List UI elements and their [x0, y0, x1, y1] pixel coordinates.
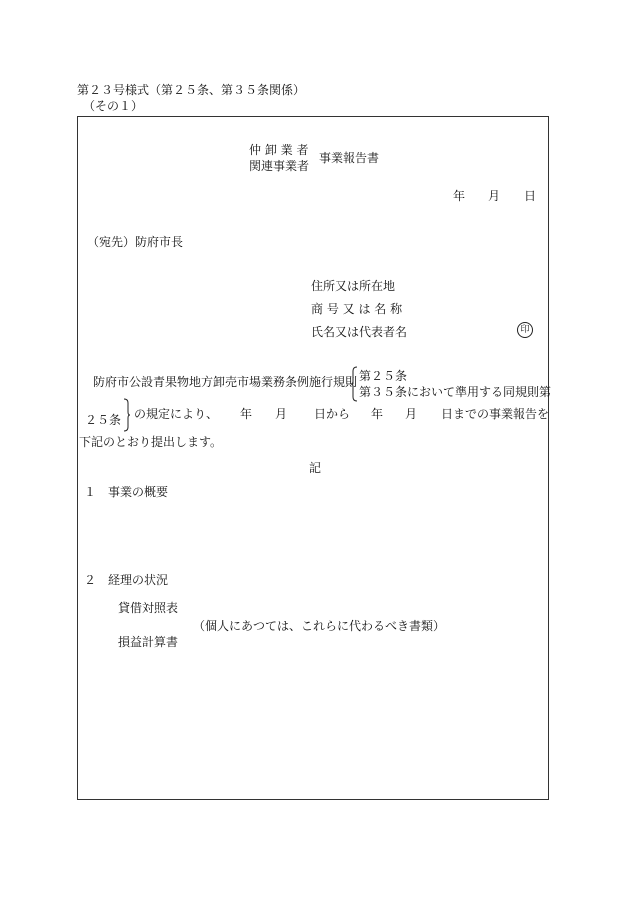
period-year-to: 年 — [371, 407, 384, 421]
period-year-from: 年 — [240, 407, 253, 421]
income-statement-label: 損益計算書 — [118, 635, 179, 649]
right-brace-icon — [123, 398, 131, 432]
form-number: 第２３号様式（第２５条、第３５条関係） — [77, 83, 306, 97]
date-year-label: 年 — [453, 189, 466, 203]
period-day-from: 日から — [314, 407, 351, 421]
section-business-overview: １ 事業の概要 — [84, 485, 169, 499]
page-title: 事業報告書 — [319, 151, 380, 165]
title-option-related-business: 関連事業者 — [249, 159, 310, 173]
choice-article-25: 第２５条 — [359, 369, 408, 383]
date-month-label: 月 — [488, 189, 501, 203]
balance-sheet-label: 貸借対照表 — [118, 601, 179, 615]
individual-note: （個人にあつては、これらに代わるべき書類） — [193, 619, 446, 633]
name-label: 氏名又は代表者名 — [311, 325, 408, 339]
form-frame — [77, 116, 552, 800]
seal-mark: 印 — [517, 322, 533, 338]
title-option-wholesaler: 仲 卸 業 者 — [249, 143, 309, 157]
date-day-label: 日 — [524, 189, 537, 203]
addressee: （宛先）防府市長 — [87, 235, 184, 249]
period-day-to: 日までの事業報告を — [441, 407, 550, 421]
ki-heading: 記 — [309, 461, 322, 475]
choice-article-35: 第３５条において準用する同規則第 — [359, 385, 552, 399]
section-accounting-status: ２ 経理の状況 — [84, 573, 169, 587]
choice-article-25-cont: ２５条 — [85, 413, 122, 427]
left-brace-icon — [350, 366, 358, 402]
period-month-from: 月 — [275, 407, 288, 421]
provision-text: の規定により、 — [134, 407, 219, 421]
trade-name-label: 商 号 又 は 名 称 — [311, 302, 403, 316]
closing-text: 下記のとおり提出します。 — [79, 435, 223, 449]
period-month-to: 月 — [405, 407, 418, 421]
regulation-name: 防府市公設青果物地方卸売市場業務条例施行規則 — [93, 375, 358, 389]
sub-number: （その１） — [83, 99, 144, 113]
address-label: 住所又は所在地 — [311, 279, 396, 293]
